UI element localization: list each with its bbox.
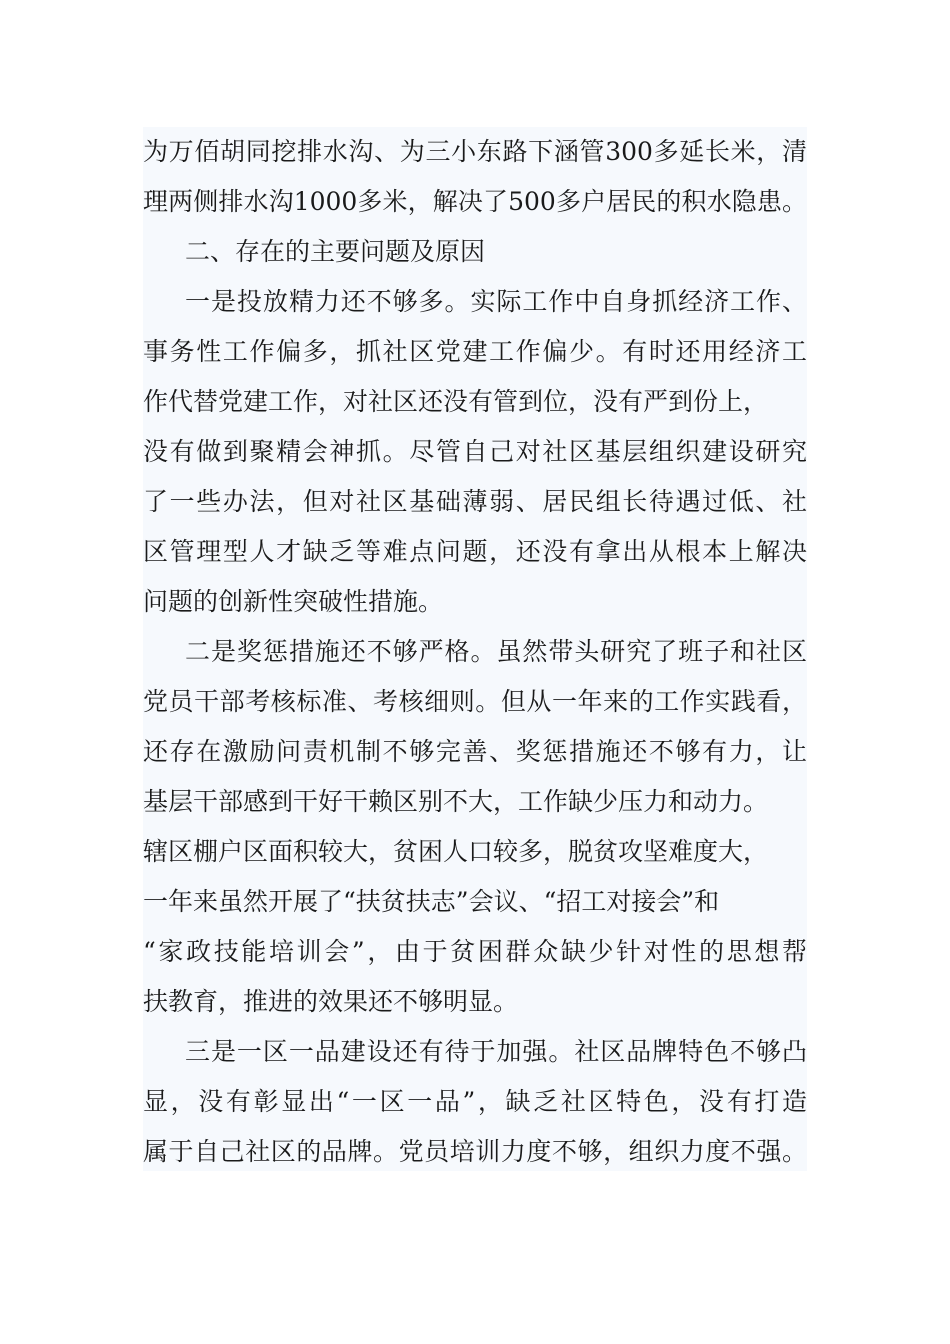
text-line: 了一些办法，但对社区基础薄弱、居民组长待遇过低、社 [143, 487, 807, 516]
text-line: “家政技能培训会”，由于贫困群众缺少针对性的思想帮 [143, 937, 807, 966]
text-line: 三是一区一品建设还有待于加强。社区品牌特色不够凸 [185, 1037, 807, 1066]
text-line: 基层干部感到干好干赖区别不大，工作缺少压力和动力。 [143, 787, 769, 816]
text-line: 一年来虽然开展了“扶贫扶志”会议、“招工对接会”和 [143, 887, 720, 916]
text-line: 显，没有彰显出“一区一品”，缺乏社区特色，没有打造 [143, 1087, 807, 1116]
text-line: 为万佰胡同挖排水沟、为三小东路下涵管300多延长米，清 [143, 137, 807, 166]
text-line: 理两侧排水沟1000多米，解决了500多户居民的积水隐患。 [143, 187, 807, 216]
text-line: 区管理型人才缺乏等难点问题，还没有拿出从根本上解决 [143, 537, 807, 566]
text-line: 属于自己社区的品牌。党员培训力度不够，组织力度不强。 [143, 1137, 807, 1166]
text-line: 作代替党建工作，对社区还没有管到位，没有严到份上， [143, 387, 769, 416]
text-line: 扶教育，推进的效果还不够明显。 [143, 987, 519, 1016]
text-line: 辖区棚户区面积较大，贫困人口较多，脱贫攻坚难度大， [143, 837, 769, 866]
text-line: 问题的创新性突破性措施。 [143, 587, 444, 616]
text-line: 二是奖惩措施还不够严格。虽然带头研究了班子和社区 [185, 637, 807, 666]
text-line: 没有做到聚精会神抓。尽管自己对社区基层组织建设研究 [143, 437, 807, 466]
text-line: 党员干部考核标准、考核细则。但从一年来的工作实践看， [143, 687, 807, 716]
document-body [143, 127, 807, 1171]
text-line: 事务性工作偏多，抓社区党建工作偏少。有时还用经济工 [143, 337, 807, 366]
text-line: 还存在激励问责机制不够完善、奖惩措施还不够有力，让 [143, 737, 807, 766]
text-line: 一是投放精力还不够多。实际工作中自身抓经济工作、 [185, 287, 807, 316]
section-heading: 二、存在的主要问题及原因 [185, 237, 486, 266]
